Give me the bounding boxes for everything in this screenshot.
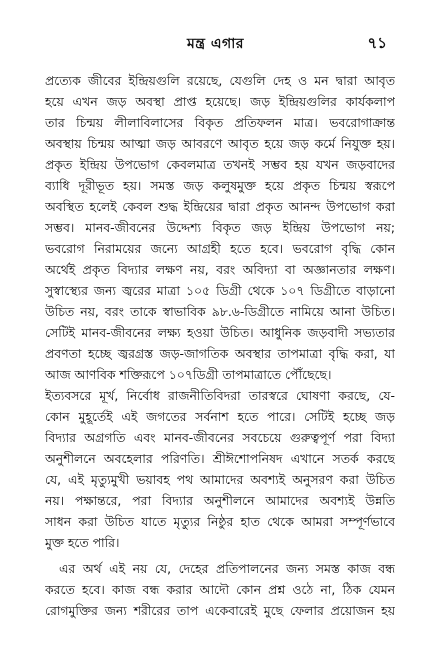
- text-line: করতে হবে। কাজ বন্ধ করার আদৌ কোন প্রশ্ন ওঠে না, ঠিক যেমন: [45, 582, 395, 597]
- text-line: ইত্যবসরে মূর্খ, নির্বোধ রাজনীতিবিদরা তারস্বরে ঘোষণা করছে, যে-: [45, 388, 395, 403]
- text-line: সাধন করা উচিত যাতে মৃত্যুর নিষ্ঠুর হাত থেকে আমরা সম্পূর্ণভাবে: [45, 514, 395, 529]
- text-line: সেটিই মানব-জীবনের লক্ষ্য হওয়া উচিত। আধুনিক জড়বাদী সভ্যতার: [45, 325, 395, 340]
- text-line: অর্থেই প্রকৃত বিদ্যার লক্ষণ নয়, বরং অবিদ্যা বা অজ্ঞানতার লক্ষণ।: [45, 262, 395, 277]
- text-line: বিদ্যার অগ্রগতি এবং মানব-জীবনের সবচেয়ে গুরুত্বপূর্ণ পরা বিদ্যা: [45, 430, 395, 445]
- text-line: নয়। পক্ষান্তরে, পরা বিদ্যার অনুশীলনে আমাদের অবশ্যই উন্নতি: [45, 493, 395, 508]
- text-line: যে, এই মৃত্যুমুখী ভয়াবহ পথ আমাদের অবশ্যই অনুসরণ করা উচিত: [45, 472, 395, 487]
- chapter-title: মন্ত্র এগার: [187, 36, 244, 52]
- page-number: ৭১: [367, 34, 387, 52]
- text-line: তার চিন্ময় লীলাবিলাসের বিকৃত প্রতিফলন মাত্র। ভবরোগাক্রান্ত: [45, 115, 395, 130]
- text-line: কোন মুহূর্তেই এই জগতের সর্বনাশ হতে পারে। সেটিই হচ্ছে জড়: [45, 409, 395, 424]
- text-line: প্রবণতা হচ্ছে জ্বরগ্রস্ত জড়-জাগতিক অবস্থার তাপমাত্রা বৃদ্ধি করা, যা: [45, 346, 395, 361]
- text-line: আজ আণবিক শক্তিরূপে ১০৭ডিগ্রী তাপমাত্রাতে পৌঁছেছে।: [45, 367, 332, 382]
- text-line: ভবরোগ নিরাময়ের জন্যে আগ্রহী হতে হবে। ভবরোগ বৃদ্ধি কোন: [45, 241, 395, 256]
- text-line: রোগমুক্তির জন্য শরীরের তাপ একেবারেই মুছে ফেলার প্রয়োজন হয়: [45, 603, 395, 618]
- page-header: [0, 32, 431, 54]
- text-line: অনুশীলনে অবহেলার পরিণতি। শ্রীঈশোপনিষদ এখানে সতর্ক করছে: [45, 451, 395, 466]
- text-line: অবস্থায় চিন্ময় আত্মা জড় আবরণে আবৃত হয়ে জড় কর্মে নিযুক্ত হয়।: [45, 136, 395, 151]
- text-line: এর অর্থ এই নয় যে, দেহের প্রতিপালনের জন্য সমস্ত কাজ বন্ধ: [59, 561, 395, 576]
- text-line: ব্যাধি দূরীভূত হয়। সমস্ত জড় কলুষমুক্ত হয়ে প্রকৃত চিন্ময় স্বরূপে: [45, 178, 395, 193]
- text-line: মুক্ত হতে পারি।: [45, 535, 120, 550]
- text-line: সম্ভব। মানব-জীবনের উদ্দেশ্য বিকৃত জড় ইন্দ্রিয় উপভোগ নয়;: [45, 220, 395, 235]
- text-line: প্রকৃত ইন্দ্রিয় উপভোগ কেবলমাত্র তখনই সম্ভব হয় যখন জড়বাদের: [45, 157, 395, 172]
- text-line: অবস্থিত হলেই কেবল শুদ্ধ ইন্দ্রিয়ের দ্বারা প্রকৃত আনন্দ উপভোগ করা: [45, 199, 395, 214]
- text-line: হয়ে এখন জড় অবস্থা প্রাপ্ত হয়েছে। জড় ইন্দ্রিয়গুলির কার্যকলাপ: [45, 94, 395, 109]
- text-line: প্রত্যেক জীবের ইন্দ্রিয়গুলি রয়েছে, যেগুলি দেহ ও মন দ্বারা আবৃত: [45, 73, 395, 88]
- text-line: উচিত নয়, বরং তাকে স্বাভাবিক ৯৮.৬-ডিগ্রীতে নামিয়ে আনা উচিত।: [45, 304, 395, 319]
- body-text: [45, 70, 395, 621]
- text-line: সুস্বাস্থ্যের জন্য জ্বরের মাত্রা ১০৫ ডিগ্রী থেকে ১০৭ ডিগ্রীতে বাড়ানো: [45, 283, 395, 298]
